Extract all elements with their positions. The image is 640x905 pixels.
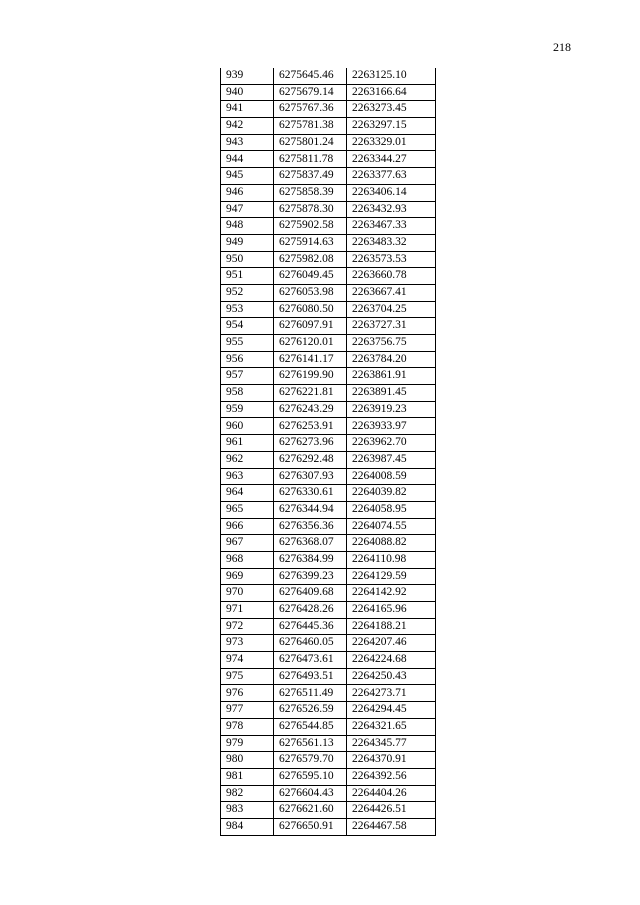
y-coordinate-cell: 2263987.45 [347, 451, 436, 468]
point-number-cell: 964 [221, 485, 274, 502]
table-row [221, 385, 436, 402]
y-coordinate-cell: 2264294.45 [347, 702, 436, 719]
table-row [221, 168, 436, 185]
table-row [221, 84, 436, 101]
y-coordinate-cell: 2264110.98 [347, 551, 436, 568]
table-row [221, 435, 436, 452]
x-coordinate-cell: 6275837.49 [274, 168, 347, 185]
x-coordinate-cell: 6276604.43 [274, 785, 347, 802]
x-coordinate-cell: 6275982.08 [274, 251, 347, 268]
table-row [221, 268, 436, 285]
y-coordinate-cell: 2263861.91 [347, 368, 436, 385]
table-row [221, 184, 436, 201]
table-row [221, 735, 436, 752]
point-number-cell: 944 [221, 151, 274, 168]
y-coordinate-cell: 2264039.82 [347, 485, 436, 502]
point-number-cell: 980 [221, 752, 274, 769]
table-row [221, 752, 436, 769]
table-row [221, 351, 436, 368]
table-row [221, 635, 436, 652]
y-coordinate-cell: 2263125.10 [347, 68, 436, 84]
y-coordinate-cell: 2263727.31 [347, 318, 436, 335]
table-row [221, 468, 436, 485]
x-coordinate-cell: 6275645.46 [274, 68, 347, 84]
y-coordinate-cell: 2263297.15 [347, 118, 436, 135]
x-coordinate-cell: 6276399.23 [274, 568, 347, 585]
point-number-cell: 950 [221, 251, 274, 268]
point-number-cell: 941 [221, 101, 274, 118]
point-number-cell: 946 [221, 184, 274, 201]
coordinates-table-body [221, 68, 436, 835]
point-number-cell: 945 [221, 168, 274, 185]
table-row [221, 101, 436, 118]
point-number-cell: 959 [221, 401, 274, 418]
table-row [221, 618, 436, 635]
point-number-cell: 939 [221, 68, 274, 84]
table-row [221, 802, 436, 819]
y-coordinate-cell: 2263329.01 [347, 134, 436, 151]
point-number-cell: 979 [221, 735, 274, 752]
y-coordinate-cell: 2264224.68 [347, 652, 436, 669]
y-coordinate-cell: 2264467.58 [347, 818, 436, 835]
table-row [221, 602, 436, 619]
table-row [221, 585, 436, 602]
y-coordinate-cell: 2264426.51 [347, 802, 436, 819]
y-coordinate-cell: 2263432.93 [347, 201, 436, 218]
table-row [221, 234, 436, 251]
x-coordinate-cell: 6276493.51 [274, 668, 347, 685]
table-row [221, 251, 436, 268]
y-coordinate-cell: 2264321.65 [347, 718, 436, 735]
point-number-cell: 975 [221, 668, 274, 685]
y-coordinate-cell: 2264404.26 [347, 785, 436, 802]
y-coordinate-cell: 2264058.95 [347, 501, 436, 518]
y-coordinate-cell: 2263573.53 [347, 251, 436, 268]
table-row [221, 785, 436, 802]
point-number-cell: 956 [221, 351, 274, 368]
point-number-cell: 983 [221, 802, 274, 819]
point-number-cell: 969 [221, 568, 274, 585]
y-coordinate-cell: 2264142.92 [347, 585, 436, 602]
point-number-cell: 978 [221, 718, 274, 735]
y-coordinate-cell: 2264074.55 [347, 518, 436, 535]
point-number-cell: 974 [221, 652, 274, 669]
x-coordinate-cell: 6276511.49 [274, 685, 347, 702]
table-row [221, 518, 436, 535]
point-number-cell: 977 [221, 702, 274, 719]
x-coordinate-cell: 6275801.24 [274, 134, 347, 151]
point-number-cell: 949 [221, 234, 274, 251]
x-coordinate-cell: 6275858.39 [274, 184, 347, 201]
y-coordinate-cell: 2263784.20 [347, 351, 436, 368]
x-coordinate-cell: 6276120.01 [274, 335, 347, 352]
y-coordinate-cell: 2263467.33 [347, 218, 436, 235]
table-row [221, 668, 436, 685]
point-number-cell: 947 [221, 201, 274, 218]
x-coordinate-cell: 6276356.36 [274, 518, 347, 535]
point-number-cell: 952 [221, 284, 274, 301]
table-row [221, 768, 436, 785]
point-number-cell: 948 [221, 218, 274, 235]
point-number-cell: 957 [221, 368, 274, 385]
table-row [221, 301, 436, 318]
table-row [221, 702, 436, 719]
y-coordinate-cell: 2263919.23 [347, 401, 436, 418]
y-coordinate-cell: 2264088.82 [347, 535, 436, 552]
table-row [221, 284, 436, 301]
point-number-cell: 972 [221, 618, 274, 635]
point-number-cell: 960 [221, 418, 274, 435]
y-coordinate-cell: 2263377.63 [347, 168, 436, 185]
x-coordinate-cell: 6275679.14 [274, 84, 347, 101]
y-coordinate-cell: 2264250.43 [347, 668, 436, 685]
point-number-cell: 943 [221, 134, 274, 151]
x-coordinate-cell: 6276049.45 [274, 268, 347, 285]
y-coordinate-cell: 2263166.64 [347, 84, 436, 101]
point-number-cell: 963 [221, 468, 274, 485]
y-coordinate-cell: 2264392.56 [347, 768, 436, 785]
table-row [221, 335, 436, 352]
y-coordinate-cell: 2264273.71 [347, 685, 436, 702]
x-coordinate-cell: 6276273.96 [274, 435, 347, 452]
x-coordinate-cell: 6276344.94 [274, 501, 347, 518]
x-coordinate-cell: 6276579.70 [274, 752, 347, 769]
table-row [221, 318, 436, 335]
x-coordinate-cell: 6276561.13 [274, 735, 347, 752]
y-coordinate-cell: 2264345.77 [347, 735, 436, 752]
point-number-cell: 982 [221, 785, 274, 802]
y-coordinate-cell: 2263891.45 [347, 385, 436, 402]
x-coordinate-cell: 6276307.93 [274, 468, 347, 485]
y-coordinate-cell: 2263483.32 [347, 234, 436, 251]
point-number-cell: 940 [221, 84, 274, 101]
y-coordinate-cell: 2264188.21 [347, 618, 436, 635]
table-row [221, 218, 436, 235]
y-coordinate-cell: 2264008.59 [347, 468, 436, 485]
x-coordinate-cell: 6276253.91 [274, 418, 347, 435]
y-coordinate-cell: 2263406.14 [347, 184, 436, 201]
x-coordinate-cell: 6276199.90 [274, 368, 347, 385]
y-coordinate-cell: 2263344.27 [347, 151, 436, 168]
x-coordinate-cell: 6275811.78 [274, 151, 347, 168]
table-row [221, 201, 436, 218]
x-coordinate-cell: 6276368.07 [274, 535, 347, 552]
table-row [221, 134, 436, 151]
x-coordinate-cell: 6276141.17 [274, 351, 347, 368]
x-coordinate-cell: 6276428.26 [274, 602, 347, 619]
x-coordinate-cell: 6275902.58 [274, 218, 347, 235]
table-row [221, 551, 436, 568]
point-number-cell: 965 [221, 501, 274, 518]
y-coordinate-cell: 2264207.46 [347, 635, 436, 652]
y-coordinate-cell: 2264370.91 [347, 752, 436, 769]
point-number-cell: 958 [221, 385, 274, 402]
y-coordinate-cell: 2264165.96 [347, 602, 436, 619]
x-coordinate-cell: 6276053.98 [274, 284, 347, 301]
table-row [221, 118, 436, 135]
y-coordinate-cell: 2263704.25 [347, 301, 436, 318]
point-number-cell: 970 [221, 585, 274, 602]
y-coordinate-cell: 2263756.75 [347, 335, 436, 352]
table-row [221, 818, 436, 835]
x-coordinate-cell: 6276544.85 [274, 718, 347, 735]
x-coordinate-cell: 6276595.10 [274, 768, 347, 785]
table-row [221, 718, 436, 735]
x-coordinate-cell: 6275914.63 [274, 234, 347, 251]
x-coordinate-cell: 6276384.99 [274, 551, 347, 568]
table-row [221, 501, 436, 518]
x-coordinate-cell: 6275878.30 [274, 201, 347, 218]
point-number-cell: 942 [221, 118, 274, 135]
y-coordinate-cell: 2263933.97 [347, 418, 436, 435]
point-number-cell: 955 [221, 335, 274, 352]
x-coordinate-cell: 6276473.61 [274, 652, 347, 669]
point-number-cell: 968 [221, 551, 274, 568]
y-coordinate-cell: 2263962.70 [347, 435, 436, 452]
point-number-cell: 973 [221, 635, 274, 652]
table-row [221, 568, 436, 585]
table-row [221, 68, 436, 84]
coordinates-table [220, 68, 436, 836]
table-row [221, 151, 436, 168]
table-row [221, 451, 436, 468]
table-row [221, 535, 436, 552]
table-row [221, 418, 436, 435]
y-coordinate-cell: 2263273.45 [347, 101, 436, 118]
point-number-cell: 951 [221, 268, 274, 285]
x-coordinate-cell: 6276097.91 [274, 318, 347, 335]
y-coordinate-cell: 2264129.59 [347, 568, 436, 585]
x-coordinate-cell: 6276221.81 [274, 385, 347, 402]
point-number-cell: 981 [221, 768, 274, 785]
point-number-cell: 954 [221, 318, 274, 335]
point-number-cell: 961 [221, 435, 274, 452]
point-number-cell: 966 [221, 518, 274, 535]
table-row [221, 401, 436, 418]
x-coordinate-cell: 6276445.36 [274, 618, 347, 635]
table-row [221, 485, 436, 502]
x-coordinate-cell: 6276526.59 [274, 702, 347, 719]
x-coordinate-cell: 6276621.60 [274, 802, 347, 819]
x-coordinate-cell: 6275767.36 [274, 101, 347, 118]
table-row [221, 685, 436, 702]
y-coordinate-cell: 2263660.78 [347, 268, 436, 285]
table-row [221, 368, 436, 385]
point-number-cell: 967 [221, 535, 274, 552]
x-coordinate-cell: 6276243.29 [274, 401, 347, 418]
point-number-cell: 984 [221, 818, 274, 835]
x-coordinate-cell: 6276330.61 [274, 485, 347, 502]
x-coordinate-cell: 6276292.48 [274, 451, 347, 468]
x-coordinate-cell: 6276080.50 [274, 301, 347, 318]
point-number-cell: 976 [221, 685, 274, 702]
point-number-cell: 962 [221, 451, 274, 468]
y-coordinate-cell: 2263667.41 [347, 284, 436, 301]
page-number: 218 [553, 40, 571, 54]
point-number-cell: 953 [221, 301, 274, 318]
x-coordinate-cell: 6276409.68 [274, 585, 347, 602]
point-number-cell: 971 [221, 602, 274, 619]
table-row [221, 652, 436, 669]
x-coordinate-cell: 6276460.05 [274, 635, 347, 652]
x-coordinate-cell: 6276650.91 [274, 818, 347, 835]
x-coordinate-cell: 6275781.38 [274, 118, 347, 135]
